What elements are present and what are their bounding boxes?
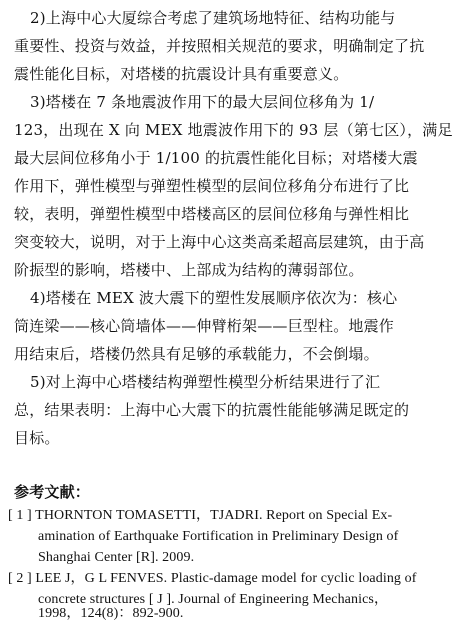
- references-heading: 参考文献：: [14, 483, 91, 501]
- conclusion-3-line-3: 最大层间位移角小于 1/100 的抗震性能化目标；对塔楼大震: [14, 149, 418, 167]
- conclusion-3-line-4: 作用下，弹性模型与弹塑性模型的层间位移角分布进行了比: [14, 177, 410, 195]
- conclusion-5-line-1: 5)对上海中心塔楼结构弹塑性模型分析结果进行了汇: [30, 373, 381, 391]
- conclusion-4-line-2: 筒连梁——核心筒墙体——伸臂桁架——巨型柱。地震作: [14, 317, 395, 335]
- reference-1-line-1: [ 1 ] THORNTON TOMASETTI，TJADRI. Report on Special Ex-: [8, 508, 393, 523]
- conclusion-2-line-2: 重要性、投资与效益，并按照相关规范的要求，明确制定了抗: [14, 37, 425, 55]
- conclusion-3-line-7: 阶振型的影响，塔楼中、上部成为结构的薄弱部位。: [14, 261, 364, 279]
- conclusion-4-line-1: 4)塔楼在 MEX 波大震下的塑性发展顺序依次为：核心: [30, 289, 398, 307]
- conclusion-3-line-6: 突变较大，说明，对于上海中心这类高柔超高层建筑，由于高: [14, 233, 425, 251]
- reference-2-line-2: concrete structures [ J ]. Journal of Engineering Mechanics，: [38, 592, 389, 607]
- conclusion-4-line-3: 用结束后，塔楼仍然具有足够的承载能力，不会倒塌。: [14, 345, 379, 363]
- reference-2-line-1: [ 2 ] LEE J，G L FENVES. Plastic-damage model for cyclic loading of: [8, 571, 417, 586]
- reference-1-line-2: amination of Earthquake Fortification in Preliminary Design of: [38, 529, 399, 544]
- reference-1-line-3: Shanghai Center [R]. 2009.: [38, 550, 195, 565]
- conclusion-3-line-1: 3)塔楼在 7 条地震波作用下的最大层间位移角为 1/: [30, 93, 375, 111]
- conclusion-2-line-3: 震性能化目标，对塔楼的抗震设计具有重要意义。: [14, 65, 349, 83]
- reference-2-line-3: 1998，124(8)：892-900.: [38, 606, 184, 621]
- conclusion-3-line-2: 123，出现在 X 向 MEX 地震波作用下的 93 层（第七区），满足: [14, 121, 453, 139]
- conclusion-2-line-1: 2)上海中心大厦综合考虑了建筑场地特征、结构功能与: [30, 9, 396, 27]
- conclusion-5-line-3: 目标。: [14, 429, 60, 447]
- conclusion-3-line-5: 较，表明，弹塑性模型中塔楼高区的层间位移角与弹性相比: [14, 205, 410, 223]
- conclusion-5-line-2: 总，结果表明：上海中心大震下的抗震性能能够满足既定的: [14, 401, 410, 419]
